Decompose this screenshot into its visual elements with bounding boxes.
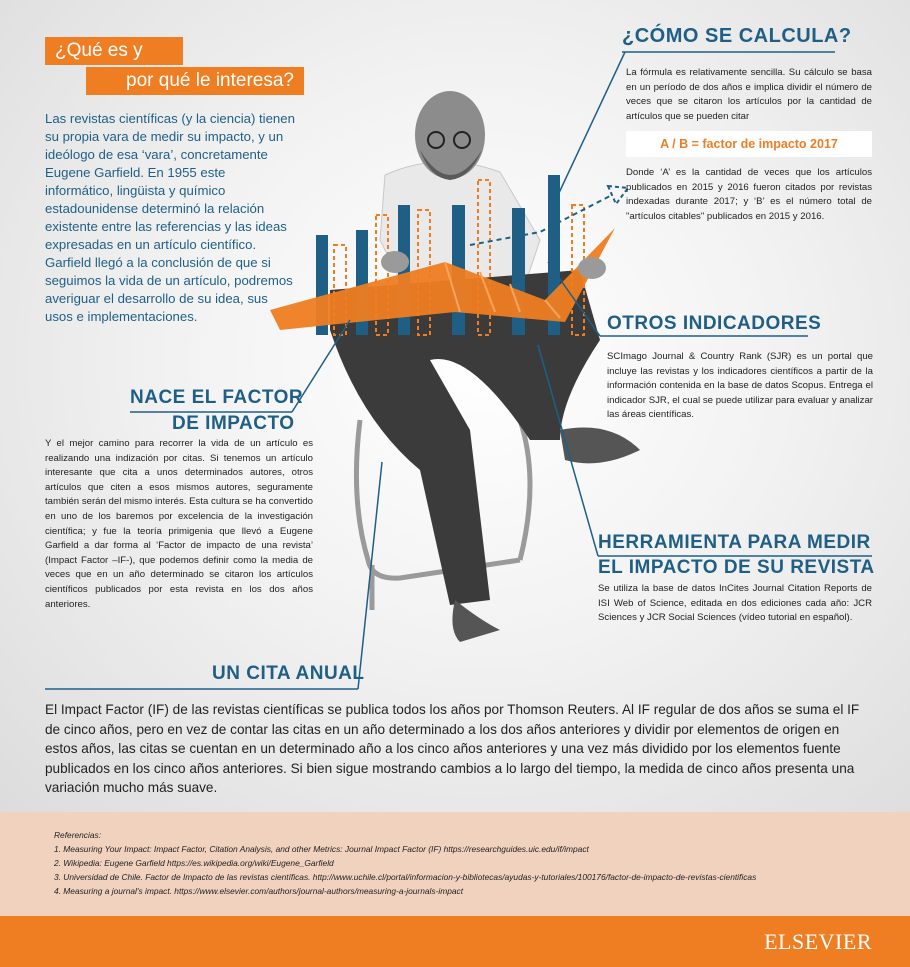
trend-arrow-head — [608, 186, 628, 204]
calc-title: ¿CÓMO SE CALCULA? — [622, 25, 852, 47]
calc-explanation: Donde ‘A’ es la cantidad de veces que los artículos publicados en 2015 y 2016 fueron citados por revistas indexadas durante 2017; y ‘B’ es el número total de "artículos citables" publicados en 2015 y 2016. — [626, 167, 872, 222]
anual-title: UN CITA ANUAL — [212, 663, 365, 684]
references-heading: Referencias: — [54, 830, 102, 840]
reference-item: 4. Measuring a journal's impact. https://www.elsevier.com/authors/journal-authors/measuring-a-journals-impact — [54, 886, 464, 896]
herramienta-title-1: HERRAMIENTA PARA MEDIR — [598, 532, 871, 553]
reference-item: 3. Universidad de Chile. Factor de Impacto de las revistas científicas. http://www.uchile.cl/portal/informacion-y-bibliotecas/ayudas-y-tutoriales/100176/factor-de-impacto-de-revistas-cientificas — [54, 872, 757, 882]
shoe-left — [452, 600, 500, 642]
elsevier-logo: ELSEVIER — [764, 929, 872, 954]
anual-body: El Impact Factor (IF) de las revistas científicas se publica todos los años por Thomson Reuters. Al IF regular de dos años se suma el IF de cinco años, pero en vez de contar las citas en un año determinado a los dos años anteriores y dividir por elementos de origen en estos años, las citas se cuentan en un determinado año a los cinco años anteriores y una vez más dividido por los elementos fuente publicados en los cinco años anteriores. Si bien sigue mostrando cambios a lo largo del tiempo, la medida de cinco años presenta una variación mucho más suave. — [45, 702, 860, 795]
shoe-right — [560, 428, 640, 464]
hand-left — [381, 251, 409, 273]
intro-tag-2: por qué le interesa? — [86, 67, 304, 95]
man-head — [415, 91, 485, 179]
references-section — [0, 812, 910, 916]
calc-body: La fórmula es relativamente sencilla. Su cálculo se basa en un período de dos años e implica dividir el número de veces que se citaron los artículos por la cantidad de artículos que se pueden citar — [626, 67, 872, 122]
footer-bar — [0, 916, 910, 967]
reference-item: 1. Measuring Your Impact: Impact Factor, Citation Analysis, and other Metrics: Journal Impact Factor (IF) https://researchguides.uic.edu/if/impact — [54, 844, 589, 854]
intro-body: Las revistas científicas (y la ciencia) tienen su propia vara de medir su impacto, y un ideólogo de esa ‘vara’, concretamente Eugene Garfield. En 1955 este informático, lingüista y químico estadounidense determinó la relación existente entre las referencias y las ideas expresadas en un artículo científico. Garfield llegó a la conclusión de que si seguimos la vida de un artículo, podremos averiguar el desarrollo de su idea, sus usos e implementaciones. — [45, 111, 295, 324]
factor-title-1: NACE EL FACTOR — [130, 387, 304, 408]
intro-tag-1: ¿Qué es y — [45, 37, 183, 65]
herramienta-body: Se utiliza la base de datos InCites Journal Citation Reports de ISI Web of Science, editada en dos ediciones cada año: JCR Sciences y JCR Social Sciences (vídeo tutorial en español). — [598, 583, 872, 624]
herramienta-title-2: EL IMPACTO DE SU REVISTA — [598, 557, 875, 578]
factor-title-2: DE IMPACTO — [172, 413, 295, 434]
hand-right — [578, 257, 606, 279]
otros-body: SCImago Journal & Country Rank (SJR) es un portal que incluye las revistas y los indicadores científicos a partir de la información contenida en la base de datos Scopus. Entrega el indicador SJR, el cual se puede utilizar para evaluar y analizar las áreas científicas. — [607, 351, 873, 421]
otros-title: OTROS INDICADORES — [607, 313, 822, 334]
formula-box: A / B = factor de impacto 2017 — [626, 131, 872, 157]
reference-item: 2. Wikipedia: Eugene Garfield https://es.wikipedia.org/wiki/Eugene_Garfield — [54, 858, 334, 868]
factor-body: Y el mejor camino para recorrer la vida de un artículo es realizando una indización por citas. Si tenemos un artículo interesante que cita a unos determinados autores, otros artículos que citen a esos mismos autores, seguramente también serán del mismo interés. Esta cultura se ha convertido en uno de los baremos por excelencia de la investigación científica; y fue la teoría primigenia que llevó a Eugene Garfield a dar forma al ‘Factor de impacto de una revista’ (Impact Factor –IF-), que podemos definir como la media de veces que en un año determinado se citaron los artículos científicos publicados por esta revista en los dos años anteriores. — [45, 438, 313, 610]
